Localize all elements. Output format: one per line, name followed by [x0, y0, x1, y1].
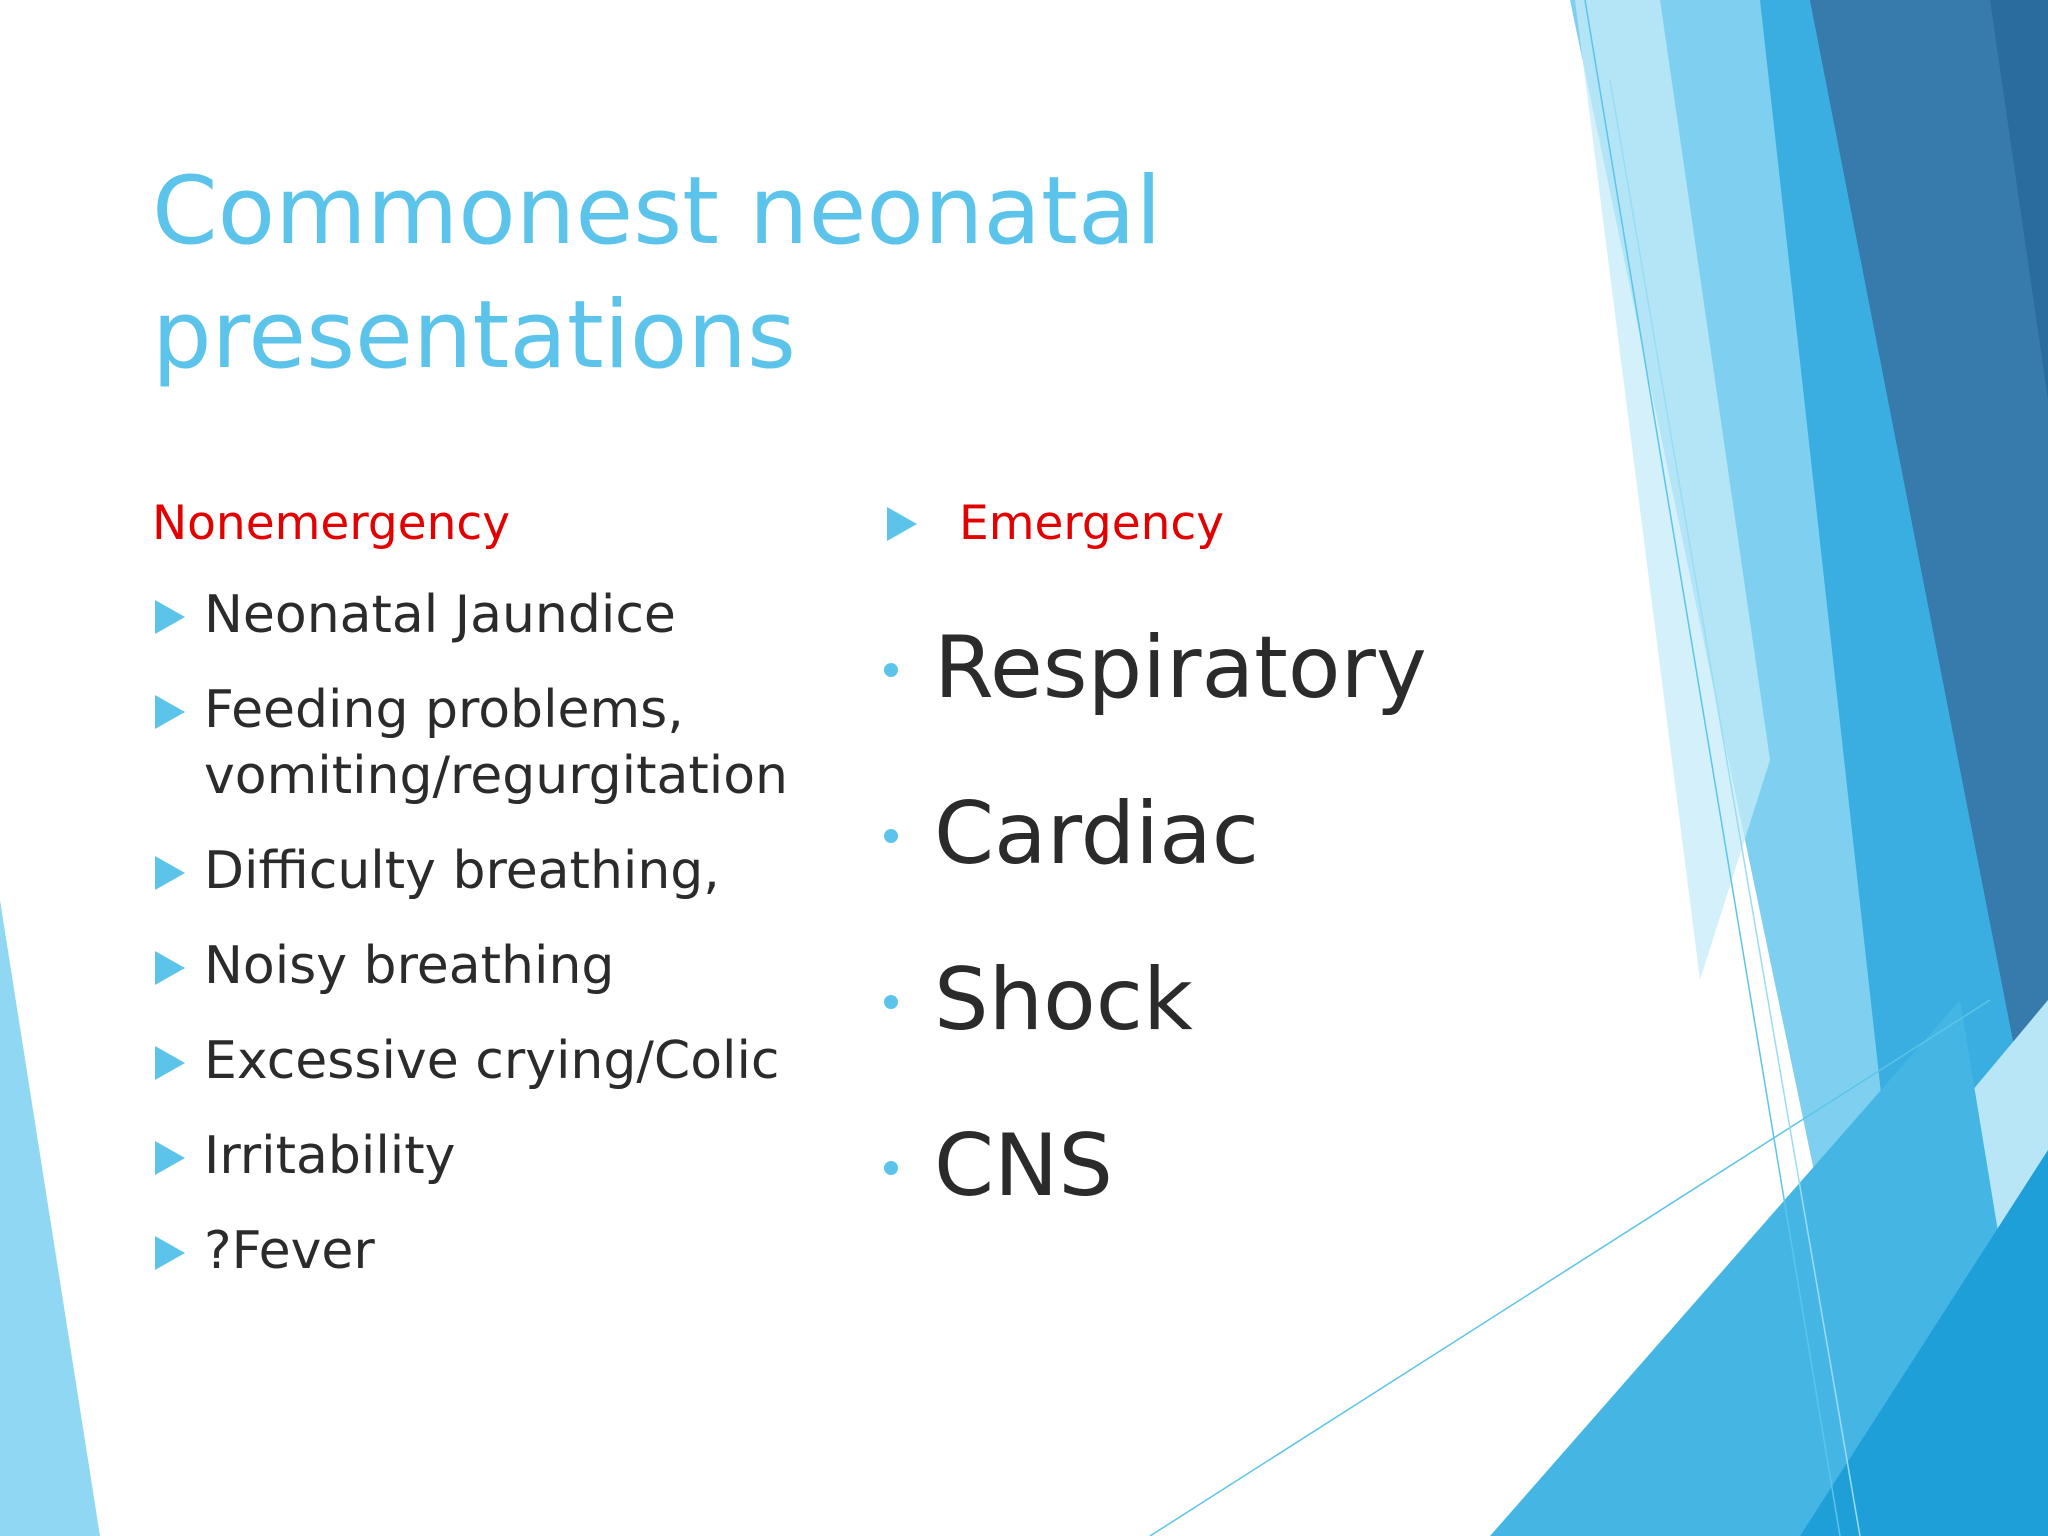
- list-item: [884, 1118, 1584, 1214]
- dot-bullet-icon: [884, 829, 898, 843]
- list-item: [884, 786, 1584, 882]
- list-item-text: ?Fever: [204, 1221, 375, 1281]
- list-item-text: Respiratory: [934, 618, 1427, 718]
- list-item-text: CNS: [934, 1116, 1113, 1216]
- list-item-text: Excessive crying/Colic: [204, 1031, 780, 1091]
- dot-bullet-icon: [884, 1161, 898, 1175]
- list-item: [884, 952, 1584, 1048]
- slide-title: Commonest neonatal presentations: [152, 157, 1162, 390]
- triangle-bullet-icon: [155, 1046, 185, 1080]
- emergency-heading: Emergency: [959, 496, 1225, 551]
- list-item: [152, 933, 872, 999]
- emergency-list: [884, 620, 1584, 1284]
- list-item-text: Noisy breathing: [204, 936, 615, 996]
- nonemergency-heading: Nonemergency: [152, 496, 511, 551]
- triangle-bullet-icon: [155, 600, 185, 634]
- triangle-bullet-icon: [887, 507, 917, 541]
- list-item: [152, 677, 872, 809]
- triangle-bullet-icon: [155, 695, 185, 729]
- triangle-bullet-icon: [155, 856, 185, 890]
- list-item: [152, 838, 872, 904]
- emergency-heading-row: [884, 496, 1224, 552]
- triangle-bullet-icon: [155, 1236, 185, 1270]
- list-item-text: Feeding problems, vomiting/regurgitation: [204, 680, 788, 806]
- dot-bullet-icon: [884, 995, 898, 1009]
- list-item-text: Difficulty breathing,: [204, 841, 720, 901]
- list-item: [152, 1028, 872, 1094]
- list-item-text: Irritability: [204, 1126, 456, 1186]
- list-item-text: Neonatal Jaundice: [204, 585, 676, 645]
- triangle-bullet-icon: [155, 1141, 185, 1175]
- triangle-bullet-icon: [155, 951, 185, 985]
- left-edge-shape: [0, 900, 100, 1536]
- dot-bullet-icon: [884, 663, 898, 677]
- nonemergency-list: [152, 582, 872, 1313]
- list-item: [152, 582, 872, 648]
- list-item-text: Cardiac: [934, 784, 1260, 884]
- list-item: [152, 1123, 872, 1189]
- list-item: [152, 1218, 872, 1284]
- list-item: [884, 620, 1584, 716]
- list-item-text: Shock: [934, 950, 1193, 1050]
